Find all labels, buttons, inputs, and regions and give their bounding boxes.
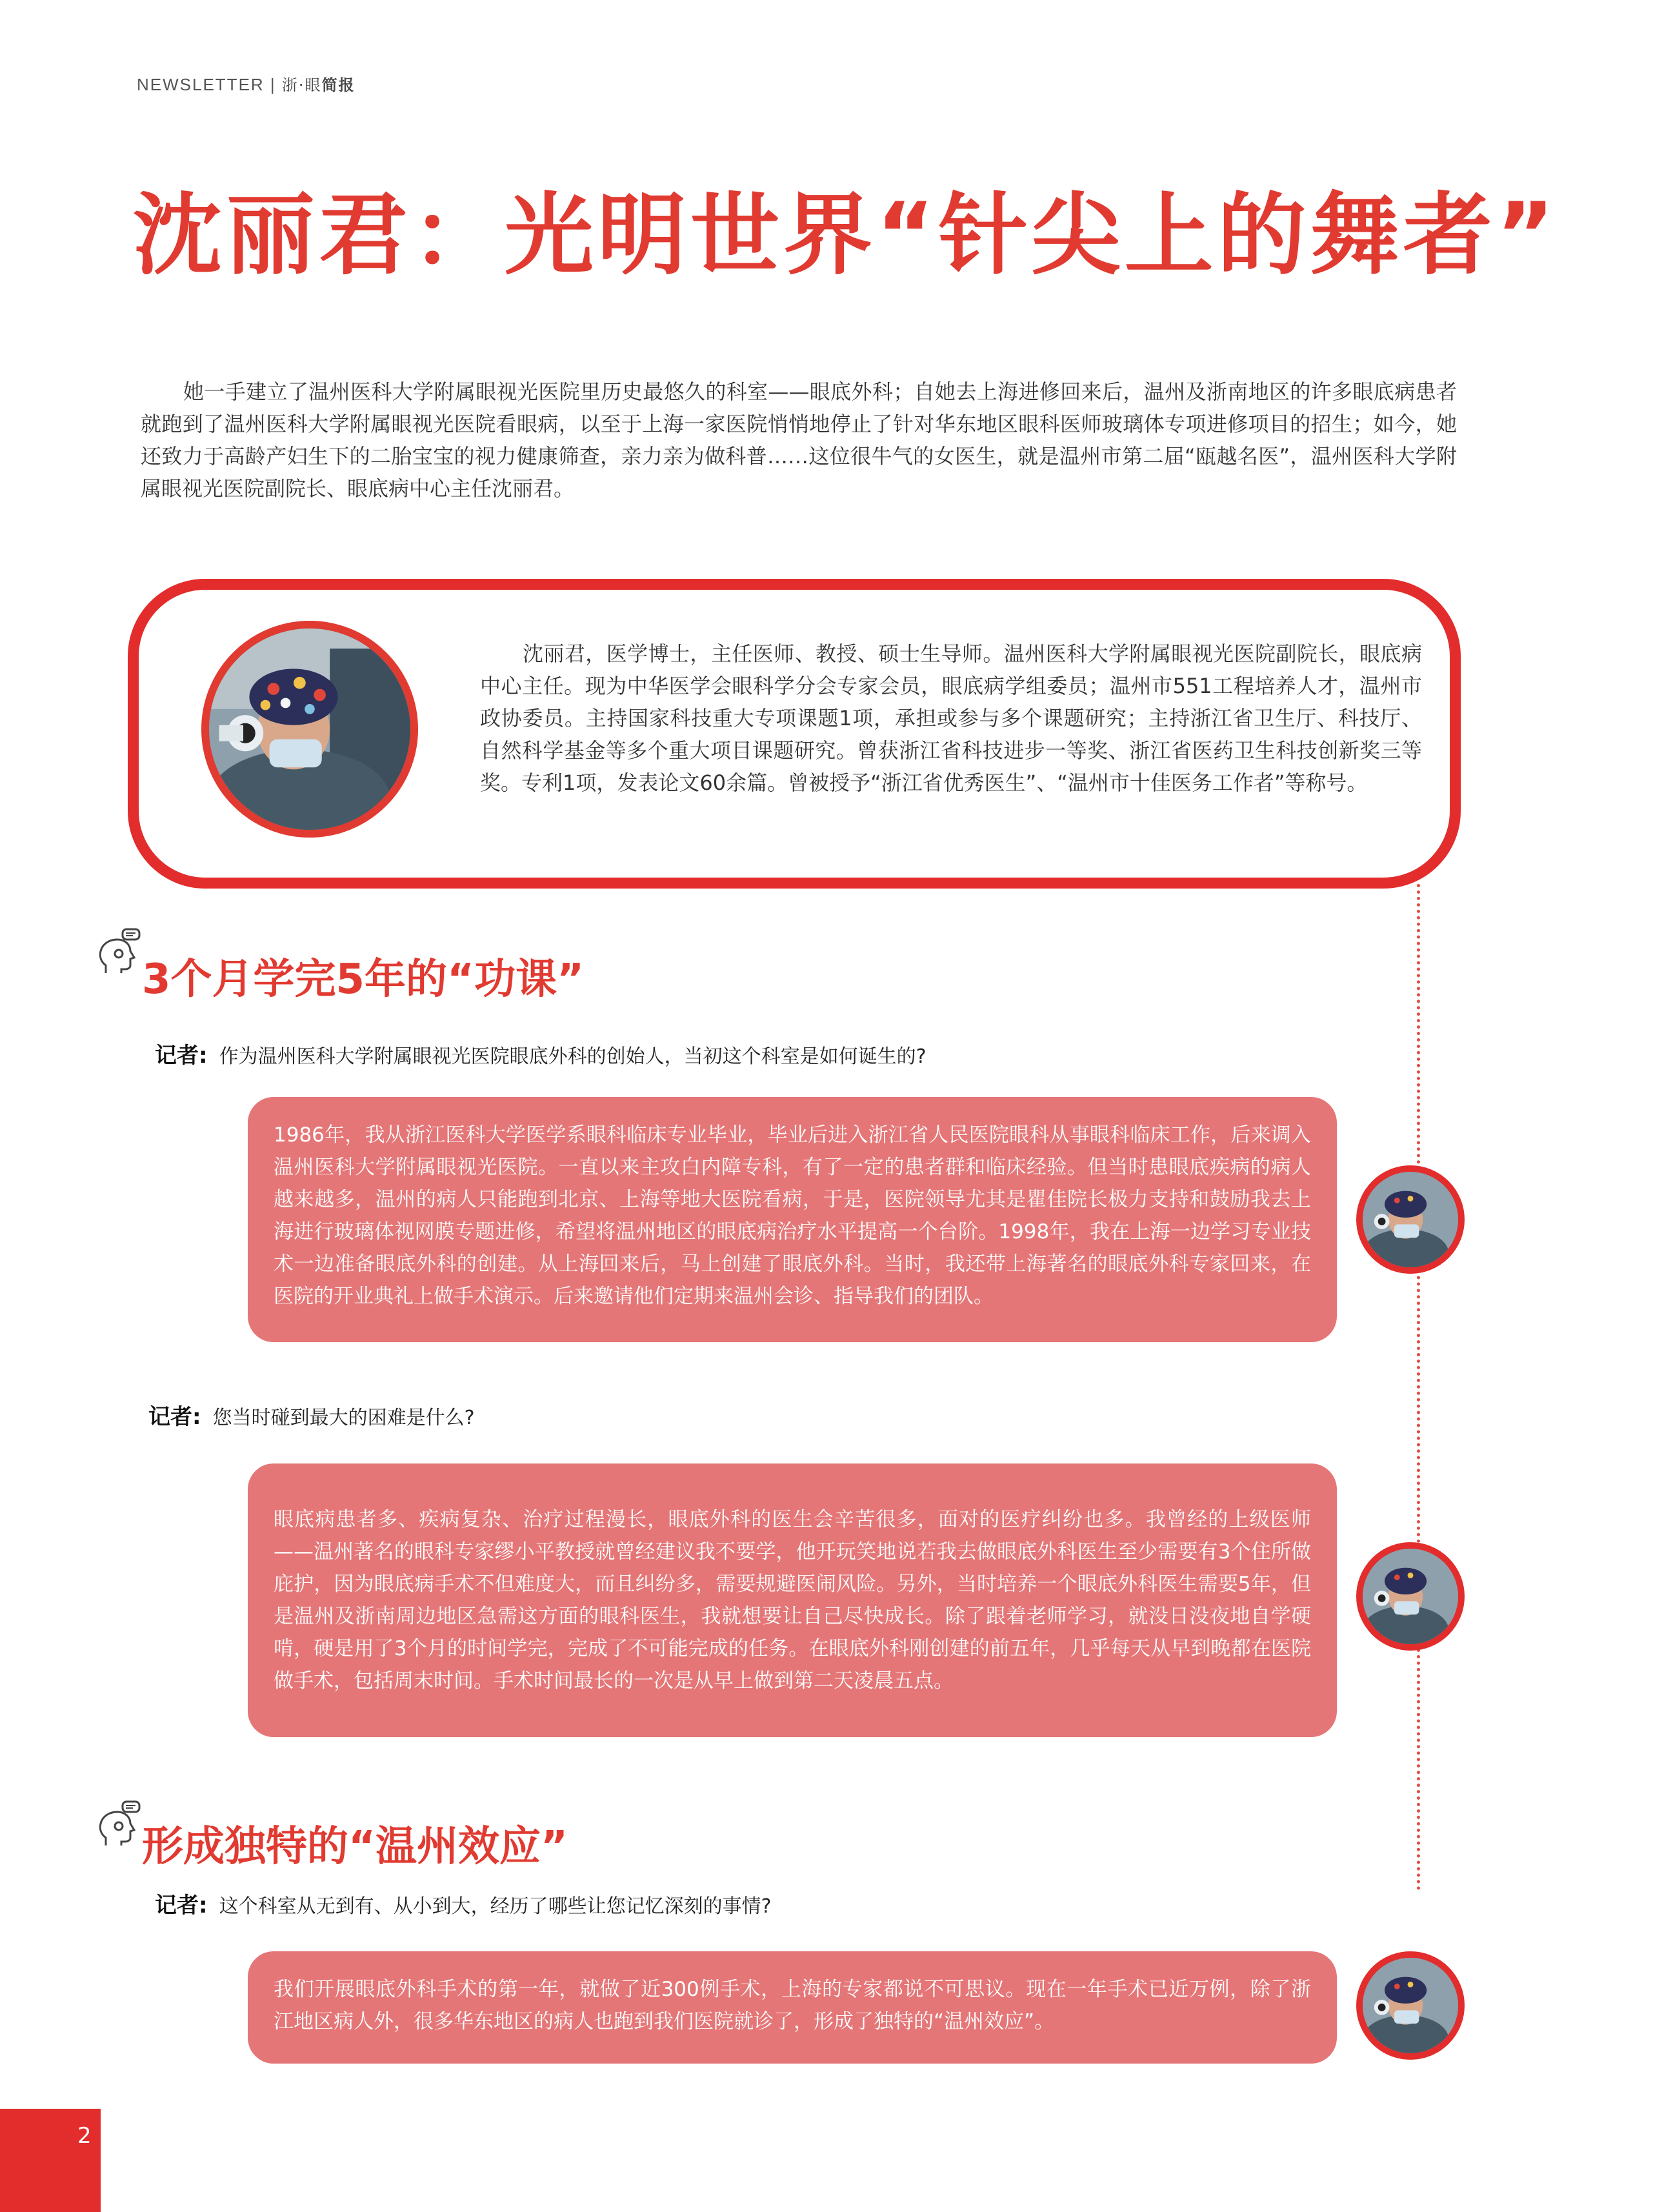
profile-text: 沈丽君，医学博士，主任医师、教授、硕士生导师。温州医科大学附属眼视光医院副院长，眼底病中心主任。现为中华医学会眼科学分会专家会员，眼底病学组委员；温州市551工程培养人才，温州市政协委员。主持国家科技重大专项课题1项，承担或参与多个课题研究；主持浙江省卫生厅、科技厅、自然科学基金等多个重大项目课题研究。曾获浙江省科技进步一等奖、浙江省医药卫生科技创新奖三等奖。专利1项，发表论文60余篇。曾被授予“浙江省优秀医生”、“温州市十佳医务工作者”等称号。 bbox=[480, 641, 1422, 795]
newsletter-header bbox=[137, 72, 356, 95]
doctor-avatar bbox=[1356, 1165, 1465, 1274]
article-title: 沈丽君：光明世界“针尖上的舞者” bbox=[133, 183, 1559, 287]
question-2 bbox=[148, 1399, 475, 1431]
doctor-portrait bbox=[201, 621, 418, 838]
timeline-dotted-line bbox=[1417, 884, 1420, 1891]
profile-bio bbox=[480, 638, 1422, 799]
question-text: 作为温州医科大学附属眼视光医院眼底外科的创始人，当初这个科室是如何诞生的? bbox=[219, 1045, 927, 1068]
head-speech-icon bbox=[97, 928, 143, 980]
header-separator: | bbox=[270, 75, 276, 94]
doctor-avatar bbox=[1356, 1951, 1465, 2060]
brand-name: 浙·眼 bbox=[281, 76, 322, 94]
reporter-label: 记者: bbox=[148, 1404, 201, 1430]
page-number: 2 bbox=[77, 2123, 92, 2149]
page-number-block bbox=[0, 2109, 101, 2212]
answer-text: 眼底病患者多、疾病复杂、治疗过程漫长，眼底外科的医生会辛苦很多，面对的医疗纠纷也多。我曾经的上级医师——温州著名的眼科专家缪小平教授就曾经建议我不要学，他开玩笑地说若我去做眼底外科医生至少需要有3个住所做庇护，因为眼底病手术不但难度大，而且纠纷多，需要规避医闹风险。另外，当时培养一个眼底外科医生需要5年，但是温州及浙南周边地区急需这方面的眼科医生，我就想要让自己尽快成长。除了跟着老师学习，就没日没夜地自学硬啃，硬是用了3个月的时间学完，完成了不可能完成的任务。在眼底外科刚创建的前五年，几乎每天从早到晚都在医院做手术，包括周末时间。手术时间最长的一次是从早上做到第二天凌晨五点。 bbox=[274, 1508, 1311, 1693]
reporter-label: 记者: bbox=[155, 1043, 208, 1069]
question-1 bbox=[155, 1038, 927, 1069]
question-text: 您当时碰到最大的困难是什么? bbox=[212, 1407, 475, 1429]
question-3 bbox=[155, 1887, 772, 1919]
intro-text: 她一手建立了温州医科大学附属眼视光医院里历史最悠久的科室——眼底外科；自她去上海进修回来后，温州及浙南地区的许多眼底病患者就跑到了温州医科大学附属眼视光医院看眼病，以至于上海一家医院悄悄地停止了针对华东地区眼科医师玻璃体专项进修项目的招生；如今，她还致力于高龄产妇生下的二胎宝宝的视力健康筛查，亲力亲为做科普……这位很牛气的女医生，就是温州市第二届“瓯越名医”，温州医科大学附属眼视光医院副院长、眼底病中心主任沈丽君。 bbox=[141, 379, 1457, 501]
brand-suffix: 简报 bbox=[321, 76, 356, 94]
answer-bubble-1 bbox=[248, 1097, 1337, 1342]
answer-text: 我们开展眼底外科手术的第一年，就做了近300例手术，上海的专家都说不可思议。现在一年手术已近万例，除了浙江地区病人外，很多华东地区的病人也跑到我们医院就诊了，形成了独特的“温州效应”。 bbox=[274, 1978, 1311, 2033]
intro-paragraph bbox=[141, 376, 1457, 505]
section-title-2: 形成独特的“温州效应” bbox=[142, 1823, 568, 1871]
reporter-label: 记者: bbox=[155, 1893, 208, 1918]
answer-bubble-3 bbox=[248, 1951, 1337, 2064]
question-text: 这个科室从无到有、从小到大，经历了哪些让您记忆深刻的事情? bbox=[219, 1895, 772, 1918]
answer-bubble-2 bbox=[248, 1463, 1337, 1737]
newsletter-label: NEWSLETTER bbox=[137, 75, 265, 94]
head-speech-icon bbox=[97, 1800, 143, 1852]
section-title-1: 3个月学完5年的“功课” bbox=[142, 956, 585, 1003]
answer-text: 1986年，我从浙江医科大学医学系眼科临床专业毕业，毕业后进入浙江省人民医院眼科从事眼科临床工作，后来调入温州医科大学附属眼视光医院。一直以来主攻白内障专科，有了一定的患者群和临床经验。但当时患眼底疾病的病人越来越多，温州的病人只能跑到北京、上海等地大医院看病，于是，医院领导尤其是瞿佳院长极力支持和鼓励我去上海进行玻璃体视网膜专题进修，希望将温州地区的眼底病治疗水平提高一个台阶。1998年，我在上海一边学习专业技术一边准备眼底外科的创建。从上海回来后，马上创建了眼底外科。当时，我还带上海著名的眼底外科专家回来，在医院的开业典礼上做手术演示。后来邀请他们定期来温州会诊、指导我们的团队。 bbox=[274, 1123, 1311, 1308]
doctor-avatar bbox=[1356, 1542, 1465, 1651]
